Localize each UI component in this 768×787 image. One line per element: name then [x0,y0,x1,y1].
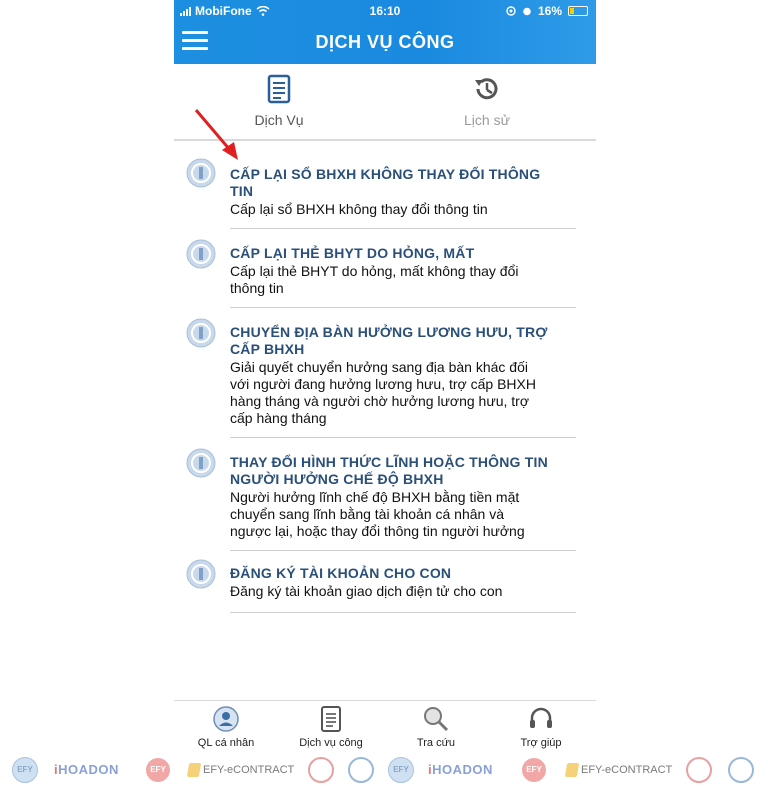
battery-percent: 16% [537,4,562,18]
status-right [506,4,588,18]
tab-lich-su[interactable] [417,74,557,128]
tab-label: Dịch Vụ [254,112,304,128]
nav-tra-cuu[interactable] [391,705,481,749]
service-description: Cấp lại thẻ BHYT do hỏng, mất không thay đổi thông tin [230,263,519,296]
check-shield-icon [728,757,754,783]
bhxh-logo-icon [186,318,216,348]
nav-label: Dịch vụ công [299,737,363,749]
annotation-arrow-icon [192,106,244,162]
bottom-nav [174,700,596,753]
efy-logo: EFY [146,758,170,782]
tab-label: Lịch sử [464,112,510,128]
service-description: Đăng ký tài khoản giao dịch điện tử cho con [230,583,503,599]
watermark-strip [0,752,768,787]
bhxh-logo-icon [186,158,216,188]
service-description: Giải quyết chuyển hưởng sang địa bàn khác đối với người đang hưởng lương hưu, trợ cấp BHXH hàng tháng và người chờ hưởng lương hưu, trợ cấp hàng tháng [230,359,536,426]
nav-label: QL cá nhân [197,737,255,749]
carrier-name: MobiFone [195,4,252,18]
service-list [174,150,596,613]
document-icon [267,74,291,104]
brand-circle-icon [308,757,334,783]
service-item-chuyen-dia-ban[interactable] [174,308,596,437]
service-description: Người hưởng lĩnh chế độ BHXH bằng tiền mặt chuyển sang lĩnh bằng tài khoản cá nhân và ngược lại, hoặc thay đổi thông tin người hưởng [230,489,525,539]
service-item-thay-doi-hinh-thuc[interactable] [174,438,596,550]
efy-logo: EFY [522,758,546,782]
service-title: CẤP LẠI THẺ BHYT DO HỎNG, MẤT [230,245,475,261]
service-title: CẤP LẠI SỔ BHXH KHÔNG THAY ĐỔI THÔNG TIN [230,166,541,199]
status-bar [174,0,596,22]
service-title: THAY ĐỔI HÌNH THỨC LĨNH HOẶC THÔNG TIN NGƯỜI HƯỞNG CHẾ ĐỘ BHXH [230,454,548,487]
check-shield-icon [348,757,374,783]
bhxh-logo-icon [186,239,216,269]
service-item-cap-lai-the-bhyt[interactable] [174,229,596,307]
document-icon [320,705,342,733]
brand-circle-icon [686,757,712,783]
app-header [174,0,596,64]
service-description: Cấp lại sổ BHXH không thay đổi thông tin [230,201,488,217]
service-title: ĐĂNG KÝ TÀI KHOẢN CHO CON [230,565,452,581]
history-icon [472,74,502,104]
headset-icon [527,705,555,733]
econtract-logo: EFY-eCONTRACT [566,763,672,777]
nav-ql-ca-nhan[interactable] [181,705,271,749]
location-icon [506,6,516,16]
ihoadon-logo: iHOADON [54,762,119,777]
status-time: 16:10 [369,4,401,18]
search-icon [422,705,450,733]
bhxh-logo-icon [186,448,216,478]
bhxh-logo-icon [186,559,216,589]
personal-icon [212,705,240,733]
nav-dich-vu-cong[interactable] [286,705,376,749]
nav-label: Tra cứu [416,737,456,749]
page-title: DỊCH VỤ CÔNG [315,32,455,52]
nav-label: Trợ giúp [520,737,562,749]
alarm-icon [522,6,532,16]
nav-tro-giup[interactable] [496,705,586,749]
econtract-logo: EFY-eCONTRACT [188,763,294,777]
divider [230,612,576,613]
ihoadon-logo: iHOADON [428,762,493,777]
efy-logo: EFY [12,757,38,783]
battery-icon [568,6,588,16]
efy-logo: EFY [388,757,414,783]
service-title: CHUYỂN ĐỊA BÀN HƯỞNG LƯƠNG HƯU, TRỢ CẤP BHXH [230,324,548,357]
service-item-dang-ky-tai-khoan[interactable] [174,551,596,612]
